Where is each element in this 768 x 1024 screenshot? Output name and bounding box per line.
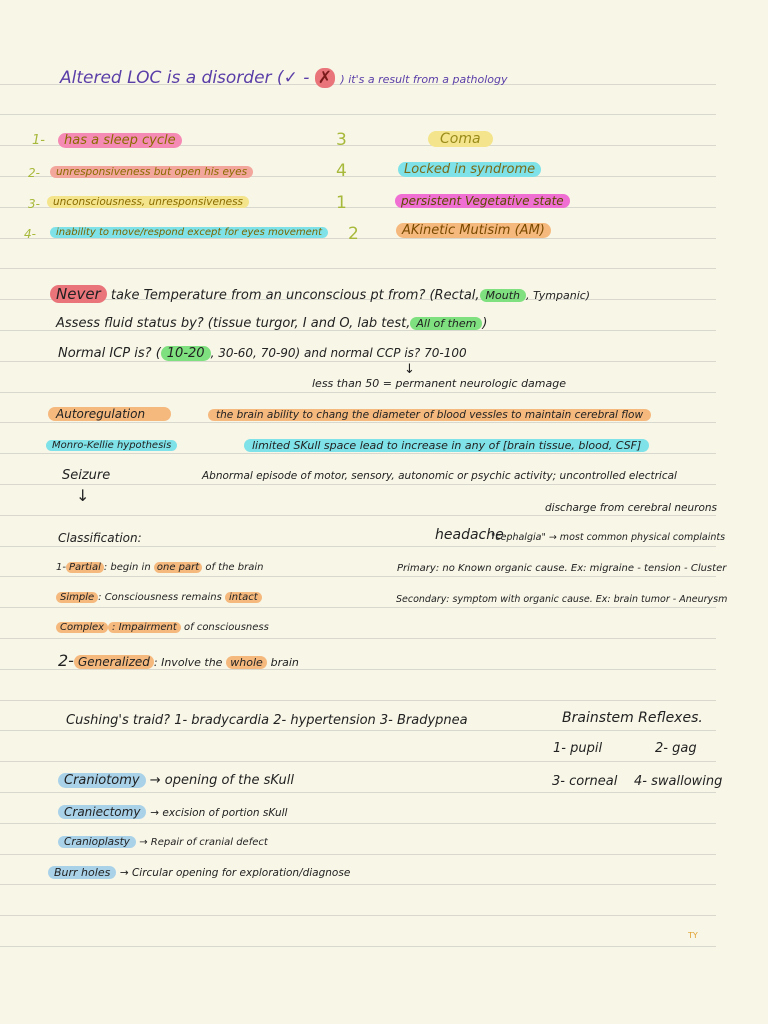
craniectomy-label: Craniectomy — [58, 805, 146, 819]
partial-def-c: of the brain — [205, 562, 264, 573]
brainstem-item-3: 3- corneal — [552, 774, 618, 789]
fluid-text: Assess fluid status by? (tissue turgor, I and O, lab test, — [56, 316, 411, 331]
title-suffix: ) it's a result from a pathology — [340, 73, 508, 86]
loc-right-vegetative: persistent Vegetative state — [395, 194, 570, 208]
icp-text: Normal ICP is? ( — [58, 346, 161, 361]
loc-right-coma: Coma — [428, 131, 493, 147]
fluid-close: ) — [482, 316, 488, 331]
temperature-text-end: , Tympanic) — [526, 289, 591, 302]
craniectomy-def: → excision of portion sKull — [150, 807, 288, 819]
generalized-line — [58, 651, 299, 670]
headache-subtitle: "cephalgia" → most common physical complaints — [491, 532, 726, 543]
headache-secondary: Secondary: symptom with organic cause. Ex: brain tumor - Aneurysm — [396, 594, 728, 605]
autoregulation-definition: the brain ability to chang the diameter of blood vessles to maintain cerebral flow — [208, 409, 651, 421]
partial-def-b: one part — [154, 562, 202, 573]
loc-left-item-3: unconsciousness, unresponsiveness — [47, 196, 249, 208]
burr-holes-label: Burr holes — [48, 866, 116, 879]
monro-kellie-label: Monro-Kellie hypothesis — [46, 440, 177, 451]
loc-answer-1: 3 — [336, 130, 347, 150]
complex-label: Complex — [56, 622, 108, 633]
loc-right-akinetic: AKinetic Mutisim (AM) — [396, 223, 551, 238]
autoregulation-label: Autoregulation — [48, 407, 171, 421]
generalized-def-a: : Involve the — [153, 656, 223, 669]
temperature-text: take Temperature from an unconscious pt from? (Rectal, — [110, 288, 480, 303]
classification-heading: Classification: — [58, 531, 142, 545]
fluid-question — [56, 316, 487, 331]
loc-left-item-4: inability to move/respond except for eyes movement — [50, 227, 328, 238]
brainstem-item-1: 1- pupil — [553, 741, 603, 756]
icp-answer: 10-20 — [161, 346, 211, 361]
partial-line — [56, 562, 263, 573]
brainstem-item-4: 4- swallowing — [634, 774, 723, 789]
seizure-definition-2: discharge from cerebral neurons — [545, 502, 718, 514]
generalized-label: Generalized — [74, 655, 154, 669]
icp-note: less than 50 = permanent neurologic damage — [312, 377, 566, 390]
complex-def-b: of consciousness — [184, 622, 269, 633]
loc-left-item-1: has a sleep cycle — [58, 133, 182, 148]
loc-left-num-2: 2- — [28, 166, 40, 180]
temperature-question — [50, 285, 590, 303]
icp-arrow: ↓ — [404, 362, 415, 377]
brainstem-item-2: 2- gag — [655, 741, 697, 756]
loc-left-num-4: 4- — [24, 227, 36, 241]
complex-line — [56, 622, 269, 633]
seizure-definition-1: Abnormal episode of motor, sensory, autonomic or psychic activity; uncontrolled electrical — [202, 470, 677, 482]
partial-def-a: : begin in — [103, 562, 151, 573]
signature: TY — [688, 931, 698, 940]
loc-answer-4: 2 — [348, 224, 359, 244]
loc-left-num-1: 1- — [32, 133, 45, 148]
headache-title: headache — [435, 527, 504, 543]
burr-holes-def: → Circular opening for exploration/diagnose — [119, 867, 351, 879]
fluid-answer: All of them — [410, 317, 482, 330]
icp-question — [58, 346, 467, 361]
loc-right-locked-in: Locked in syndrome — [398, 162, 541, 177]
loc-answer-2: 4 — [336, 161, 347, 181]
loc-answer-3: 1 — [336, 193, 347, 213]
seizure-label: Seizure — [62, 468, 111, 483]
partial-label: Partial — [66, 562, 104, 573]
cushing-triad: Cushing's traid? 1- bradycardia 2- hypertension 3- Bradypnea — [66, 713, 468, 728]
generalized-def-c: brain — [270, 656, 299, 669]
icp-text-end: , 30-60, 70-90) and normal CCP is? 70-100 — [210, 346, 467, 360]
craniotomy-def: → opening of the sKull — [149, 773, 294, 788]
simple-def-a: : Consciousness remains — [98, 592, 222, 603]
mouth-highlight: Mouth — [480, 289, 526, 302]
cranioplasty-label: Cranioplasty — [58, 836, 136, 848]
x-mark: ✗ — [315, 68, 335, 88]
procedure-cranioplasty — [58, 836, 268, 848]
monro-kellie-definition: limited SKull space lead to increase in any of [brain tissue, blood, CSF] — [244, 439, 649, 452]
loc-left-num-3: 3- — [28, 197, 40, 211]
page-title — [60, 68, 508, 88]
generalized-num: 2- — [58, 651, 74, 670]
craniotomy-label: Craniotomy — [58, 773, 146, 788]
procedure-craniectomy — [58, 805, 287, 819]
partial-num: 1- — [56, 562, 66, 573]
headache-primary: Primary: no Known organic cause. Ex: migraine - tension - Cluster — [397, 563, 727, 574]
brainstem-title: Brainstem Reflexes. — [562, 710, 703, 726]
simple-def-b: intact — [225, 592, 262, 603]
cranioplasty-def: → Repair of cranial defect — [139, 837, 268, 848]
title-main: Altered LOC is a disorder (✓ - — [60, 68, 310, 88]
procedure-craniotomy — [58, 773, 294, 788]
simple-label: Simple — [56, 592, 98, 603]
simple-line — [56, 592, 262, 603]
never-highlight: Never — [50, 285, 107, 303]
generalized-def-b: whole — [226, 656, 267, 669]
loc-left-item-2: unresponsiveness but open his eyes — [50, 166, 253, 178]
procedure-burr-holes — [48, 866, 350, 879]
complex-def-a: : Impairment — [108, 622, 181, 633]
seizure-arrow: ↓ — [76, 486, 90, 505]
